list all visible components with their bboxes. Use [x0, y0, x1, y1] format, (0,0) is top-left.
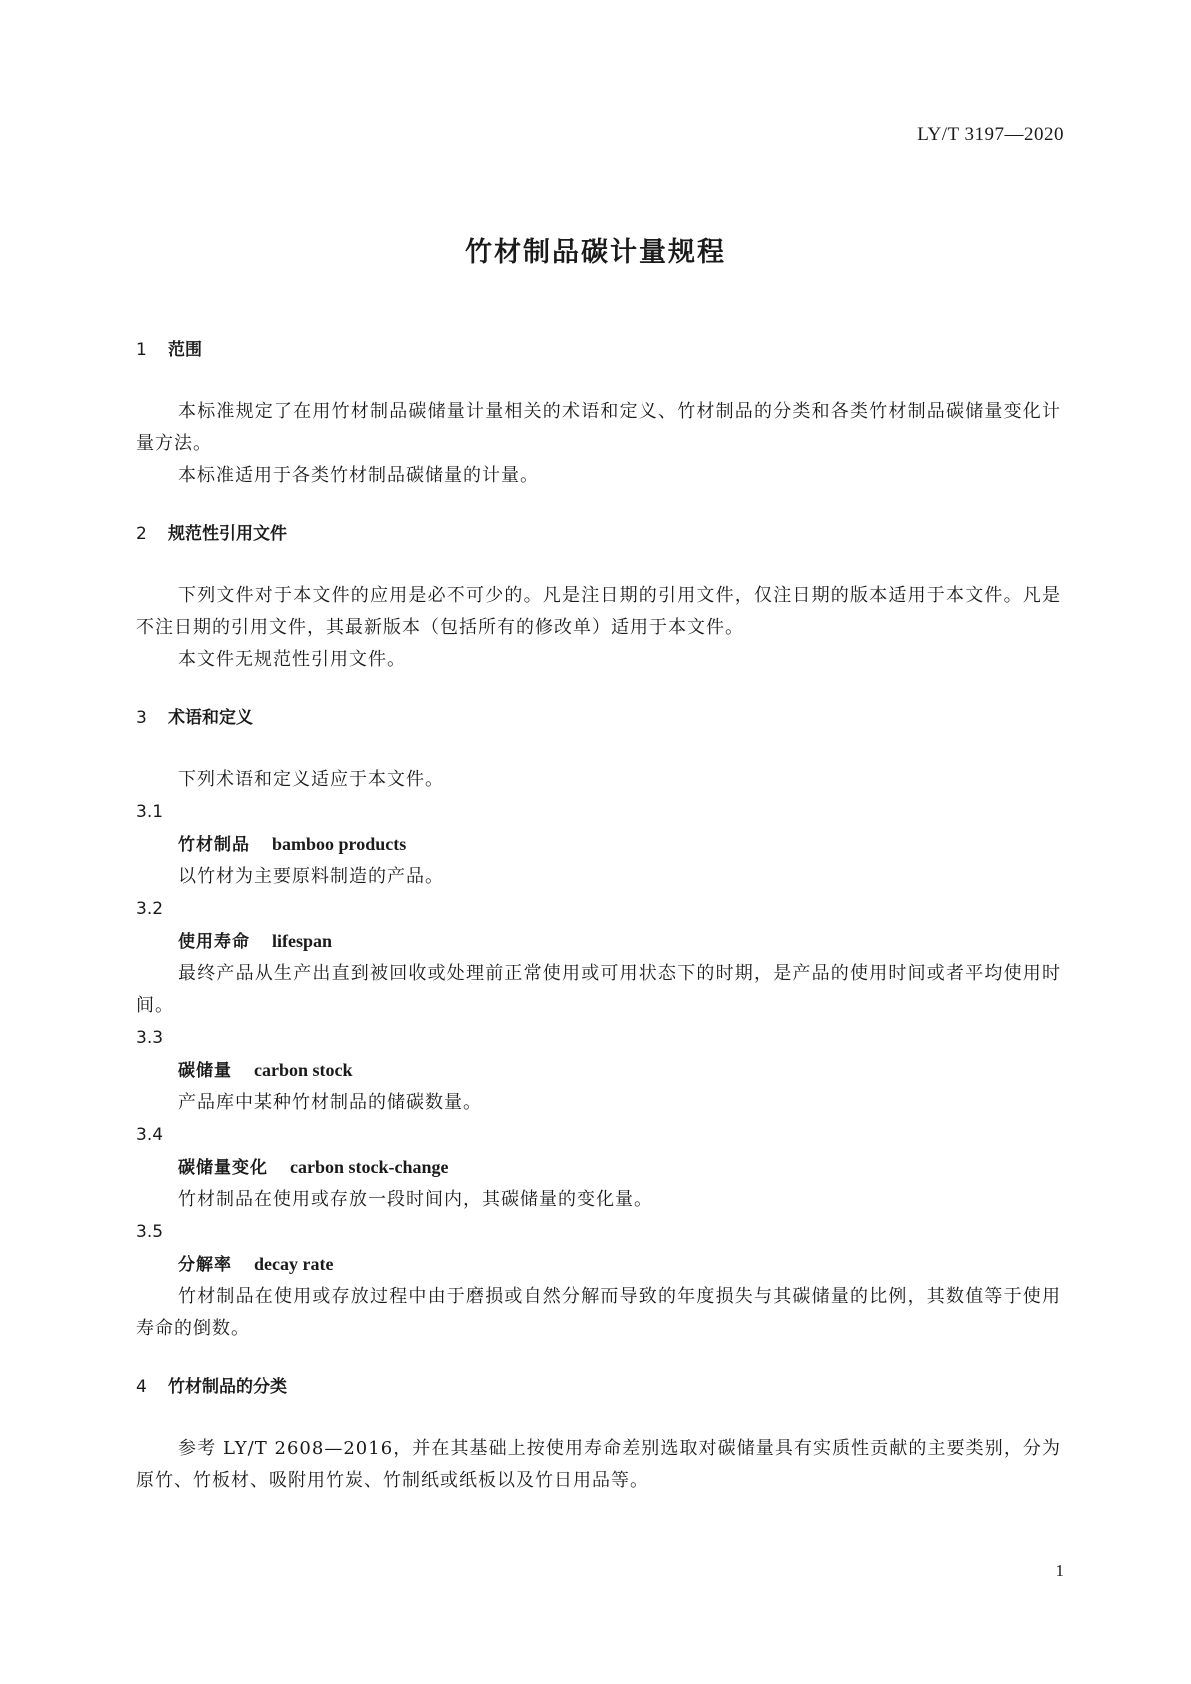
standard-code: LY/T 3197—2020 [917, 124, 1064, 145]
term-name-zh: 竹材制品 [178, 835, 250, 855]
section-number: 3 [136, 708, 147, 728]
term-entry-3-3 [136, 1022, 1061, 1119]
section-2-heading [136, 522, 1061, 546]
section-1-paragraph-1: 本标准规定了在用竹材制品碳储量计量相关的术语和定义、竹材制品的分类和各类竹材制品碳储量变化计量方法。 [136, 401, 1061, 454]
section-title: 规范性引用文件 [168, 524, 287, 544]
section-2-paragraph-2: 本文件无规范性引用文件。 [178, 649, 406, 670]
section-title: 术语和定义 [168, 708, 253, 728]
term-definition: 竹材制品在使用或存放过程中由于磨损或自然分解而导致的年度损失与其碳储量的比例，其数值等于使用寿命的倒数。 [136, 1286, 1061, 1339]
page-number: 1 [1055, 1561, 1064, 1580]
section-number: 2 [136, 524, 147, 544]
term-name-en: bamboo products [272, 834, 407, 854]
term-name-en: carbon stock-change [290, 1157, 449, 1177]
term-name [136, 1248, 1061, 1281]
section-1-paragraph-2: 本标准适用于各类竹材制品碳储量的计量。 [178, 465, 539, 486]
section-4-heading [136, 1375, 1061, 1399]
term-number: 3.5 [136, 1222, 164, 1242]
term-name-en: carbon stock [254, 1060, 353, 1080]
term-name-zh: 分解率 [178, 1255, 232, 1275]
term-number: 3.1 [136, 802, 164, 822]
term-definition: 最终产品从生产出直到被回收或处理前正常使用或可用状态下的时期，是产品的使用时间或者平均使用时间。 [136, 963, 1061, 1016]
term-name [136, 828, 1061, 861]
term-name [136, 1054, 1061, 1087]
term-name-zh: 使用寿命 [178, 932, 250, 952]
term-name-en: lifespan [272, 931, 333, 951]
section-2-paragraph-1: 下列文件对于本文件的应用是必不可少的。凡是注日期的引用文件，仅注日期的版本适用于本文件。凡是不注日期的引用文件，其最新版本（包括所有的修改单）适用于本文件。 [136, 585, 1061, 638]
term-entry-3-4 [136, 1119, 1061, 1216]
term-definition: 产品库中某种竹材制品的储碳数量。 [178, 1092, 482, 1113]
section-title: 范围 [168, 340, 202, 360]
section-3-intro: 下列术语和定义适应于本文件。 [178, 769, 444, 790]
term-definition: 以竹材为主要原料制造的产品。 [178, 866, 444, 887]
section-number: 4 [136, 1377, 147, 1397]
section-number: 1 [136, 340, 147, 360]
section-3-heading [136, 706, 1061, 730]
term-name [136, 925, 1061, 958]
document-body [136, 338, 1061, 1497]
document-title: 竹材制品碳计量规程 [465, 237, 726, 268]
section-4-paragraph-1: 参考 LY/T 2608—2016，并在其基础上按使用寿命差别选取对碳储量具有实质性贡献的主要类别，分为原竹、竹板材、吸附用竹炭、竹制纸或纸板以及竹日用品等。 [136, 1438, 1061, 1491]
term-number: 3.4 [136, 1125, 164, 1145]
term-name-zh: 碳储量变化 [178, 1158, 268, 1178]
term-entry-3-5 [136, 1216, 1061, 1345]
section-title: 竹材制品的分类 [168, 1377, 287, 1397]
term-name-en: decay rate [254, 1254, 334, 1274]
term-number: 3.3 [136, 1028, 164, 1048]
section-1-heading [136, 338, 1061, 362]
term-entry-3-1 [136, 796, 1061, 893]
term-number: 3.2 [136, 899, 164, 919]
term-name [136, 1151, 1061, 1184]
term-entry-3-2 [136, 893, 1061, 1022]
term-definition: 竹材制品在使用或存放一段时间内，其碳储量的变化量。 [178, 1189, 653, 1210]
term-name-zh: 碳储量 [178, 1061, 232, 1081]
